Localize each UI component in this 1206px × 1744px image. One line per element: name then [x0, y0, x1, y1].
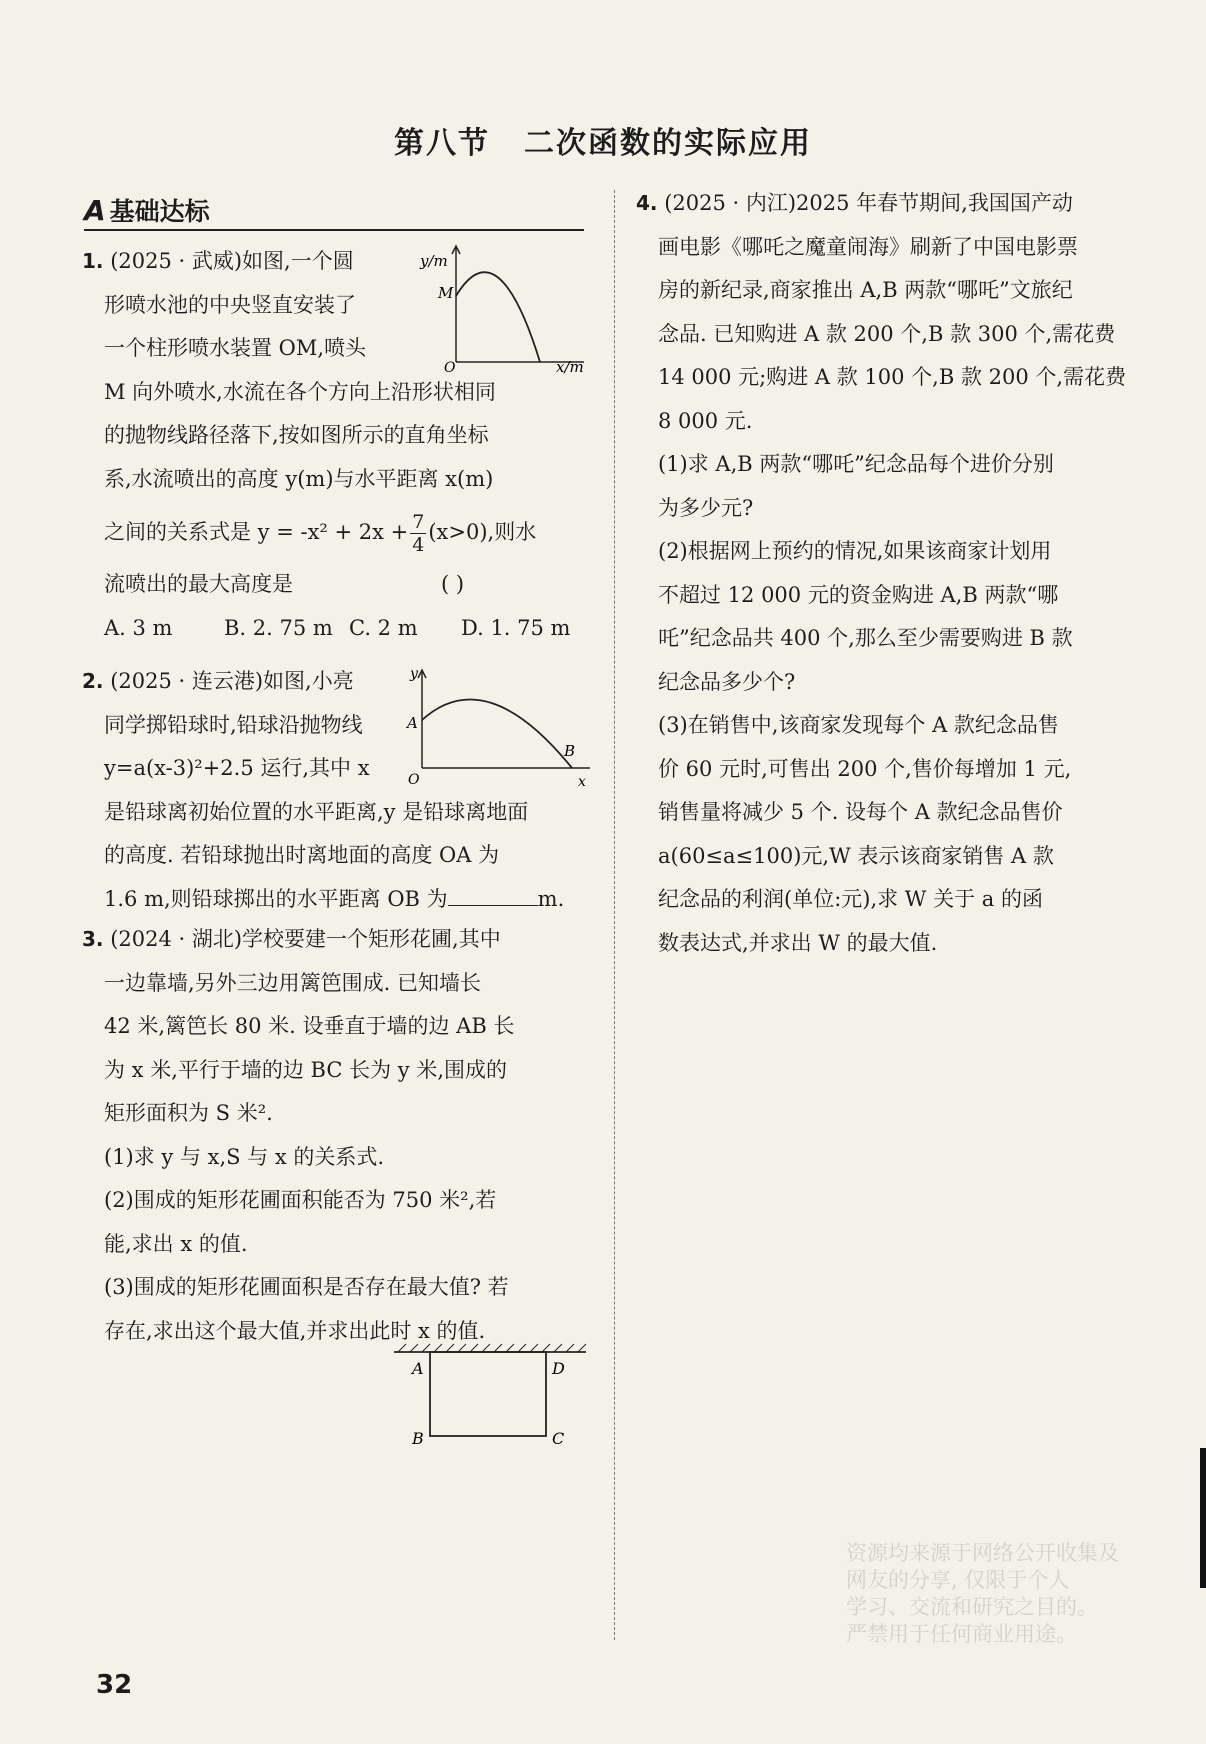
q4-line: 8 000 元. — [658, 408, 753, 433]
point-a-label: A — [407, 714, 418, 732]
q1-formula-post: (x>0),则水 — [428, 520, 537, 544]
q1-number: 1. — [82, 249, 104, 273]
q3-line: (2024 · 湖北)学校要建一个矩形花圃,其中 — [110, 927, 501, 951]
q2-line: 的高度. 若铅球抛出时离地面的高度 OA 为 — [104, 843, 500, 867]
q4-subquestion: 吒”纪念品共 400 个,那么至少需要购进 B 款 — [658, 626, 1073, 650]
q3-line: 矩形面积为 S 米². — [104, 1101, 273, 1125]
watermark-line: 学习、交流和研究之目的。 — [846, 1595, 1098, 1619]
q1-line: (2025 · 武威)如图,一个圆 — [110, 249, 354, 273]
question-4 — [636, 182, 1126, 965]
q2-unit: m. — [537, 886, 565, 911]
q2-line: y=a(x-3)²+2.5 运行,其中 x — [104, 756, 370, 780]
q2-line: 是铅球离初始位置的水平距离,y 是铅球离地面 — [104, 799, 529, 824]
q3-line: 为 x 米,平行于墙的边 BC 长为 y 米,围成的 — [104, 1057, 507, 1082]
vertex-b-label: B — [412, 1429, 424, 1448]
point-m-label: M — [438, 284, 454, 302]
q4-subquestion: 销售量将减少 5 个. 设每个 A 款纪念品售价 — [658, 800, 1063, 824]
wall-hatching — [398, 1344, 586, 1352]
watermark-line: 资源均来源于网络公开收集及 — [846, 1541, 1119, 1565]
q3-garden-diagram — [390, 1340, 590, 1450]
watermark-line: 网友的分享, 仅限于个人 — [846, 1568, 1070, 1592]
origin-label: O — [408, 772, 420, 788]
fraction-denominator: 4 — [412, 534, 425, 556]
q4-subquestion: 纪念品的利润(单位:元),求 W 关于 a 的函 — [658, 887, 1043, 911]
q3-subquestion: (1)求 y 与 x,S 与 x 的关系式. — [104, 1144, 385, 1169]
q4-line: 画电影《哪吒之魔童闹海》刷新了中国电影票 — [658, 234, 1078, 259]
q1-line: 形喷水池的中央竖直安装了 — [104, 292, 356, 317]
page-edge-mark — [1200, 1448, 1206, 1588]
y-axis-label: y/m — [420, 252, 448, 270]
q4-subquestion: (1)求 A,B 两款“哪吒”纪念品每个进价分别 — [658, 452, 1054, 476]
option-a: A. 3 m — [104, 615, 173, 640]
section-heading — [84, 192, 584, 228]
q4-subquestion: (2)根据网上预约的情况,如果该商家计划用 — [658, 539, 1052, 563]
watermark — [846, 1540, 1119, 1648]
q2-shotput-graph — [404, 664, 594, 790]
q4-subquestion: a(60≤a≤100)元,W 表示该商家销售 A 款 — [658, 843, 1054, 868]
q4-line: 念品. 已知购进 A 款 200 个,B 款 300 个,需花费 — [658, 321, 1116, 346]
q1-formula-pre: 之间的关系式是 y = -x² + 2x + — [104, 520, 409, 544]
question-3 — [82, 918, 514, 1353]
column-divider — [614, 190, 615, 1640]
q1-fountain-graph — [418, 244, 592, 374]
q2-line: (2025 · 连云港)如图,小亮 — [110, 669, 354, 693]
q1-line: 系,水流喷出的高度 y(m)与水平距离 x(m) — [104, 466, 494, 491]
option-d: D. 1. 75 m — [461, 615, 571, 640]
q3-line: 42 米,篱笆长 80 米. 设垂直于墙的边 AB 长 — [104, 1014, 515, 1038]
q1-line: 一个柱形喷水装置 OM,喷头 — [104, 336, 367, 360]
vertex-d-label: D — [552, 1359, 565, 1378]
q4-subquestion: 纪念品多少个? — [658, 669, 796, 694]
q3-subquestion: (2)围成的矩形花圃面积能否为 750 米²,若 — [104, 1188, 497, 1212]
y-axis-label: y — [410, 666, 418, 682]
answer-parenthesis: ( ) — [441, 572, 465, 596]
point-b-label: B — [564, 742, 576, 760]
option-b: B. 2. 75 m — [224, 615, 333, 640]
q2-question-end: 1.6 m,则铅球掷出的水平距离 OB 为 — [104, 886, 448, 911]
q2-line: 同学掷铅球时,铅球沿抛物线 — [104, 712, 363, 737]
q1-options — [82, 607, 570, 651]
q4-number: 4. — [636, 191, 658, 215]
x-axis-label: x — [578, 774, 586, 790]
q3-subquestion: 存在,求出这个最大值,并求出此时 x 的值. — [104, 1318, 486, 1343]
q4-subquestion: 不超过 12 000 元的资金购进 A,B 两款“哪 — [658, 582, 1059, 607]
q3-subquestion: 能,求出 x 的值. — [104, 1231, 248, 1256]
q4-line: 14 000 元;购进 A 款 100 个,B 款 200 个,需花费 — [658, 365, 1127, 389]
fraction-numerator: 7 — [412, 511, 425, 533]
q4-subquestion: 为多少元? — [658, 495, 754, 520]
title-section-number: 第八节 — [394, 126, 490, 161]
answer-blank — [448, 883, 538, 906]
page-title — [0, 118, 1206, 162]
watermark-line: 严禁用于任何商业用途。 — [846, 1622, 1077, 1646]
q1-line: 的抛物线路径落下,按如图所示的直角坐标 — [104, 423, 489, 447]
q4-subquestion: 价 60 元时,可售出 200 个,售价每增加 1 元, — [658, 756, 1072, 781]
q4-subquestion: (3)在销售中,该商家发现每个 A 款纪念品售 — [658, 713, 1059, 737]
title-topic: 二次函数的实际应用 — [524, 126, 812, 161]
q3-number: 3. — [82, 927, 104, 951]
section-rule — [84, 229, 584, 231]
x-axis-label: x/m — [556, 358, 584, 374]
q4-line: (2025 · 内江)2025 年春节期间,我国国产动 — [664, 191, 1073, 215]
q4-line: 房的新纪录,商家推出 A,B 两款“哪吒”文旅纪 — [658, 278, 1073, 302]
vertex-a-label: A — [412, 1359, 424, 1378]
section-letter: A — [84, 194, 106, 227]
q1-question-end: 流喷出的最大高度是 — [104, 572, 293, 596]
q3-line: 一边靠墙,另外三边用篱笆围成. 已知墙长 — [104, 970, 482, 995]
q3-subquestion: (3)围成的矩形花圃面积是否存在最大值? 若 — [104, 1275, 509, 1299]
vertex-c-label: C — [552, 1429, 565, 1448]
q1-line: M 向外喷水,水流在各个方向上沿形状相同 — [104, 379, 496, 404]
origin-label: O — [444, 360, 456, 374]
q1-fraction — [410, 511, 426, 556]
section-label: 基础达标 — [109, 197, 210, 226]
q4-subquestion: 数表达式,并求出 W 的最大值. — [658, 930, 938, 955]
garden-rectangle — [430, 1352, 546, 1436]
option-c: C. 2 m — [349, 615, 418, 640]
q1-formula-line — [82, 501, 570, 563]
water-parabola — [456, 272, 540, 362]
q2-number: 2. — [82, 669, 104, 693]
shotput-parabola — [422, 699, 572, 768]
page-number: 32 — [96, 1670, 133, 1700]
